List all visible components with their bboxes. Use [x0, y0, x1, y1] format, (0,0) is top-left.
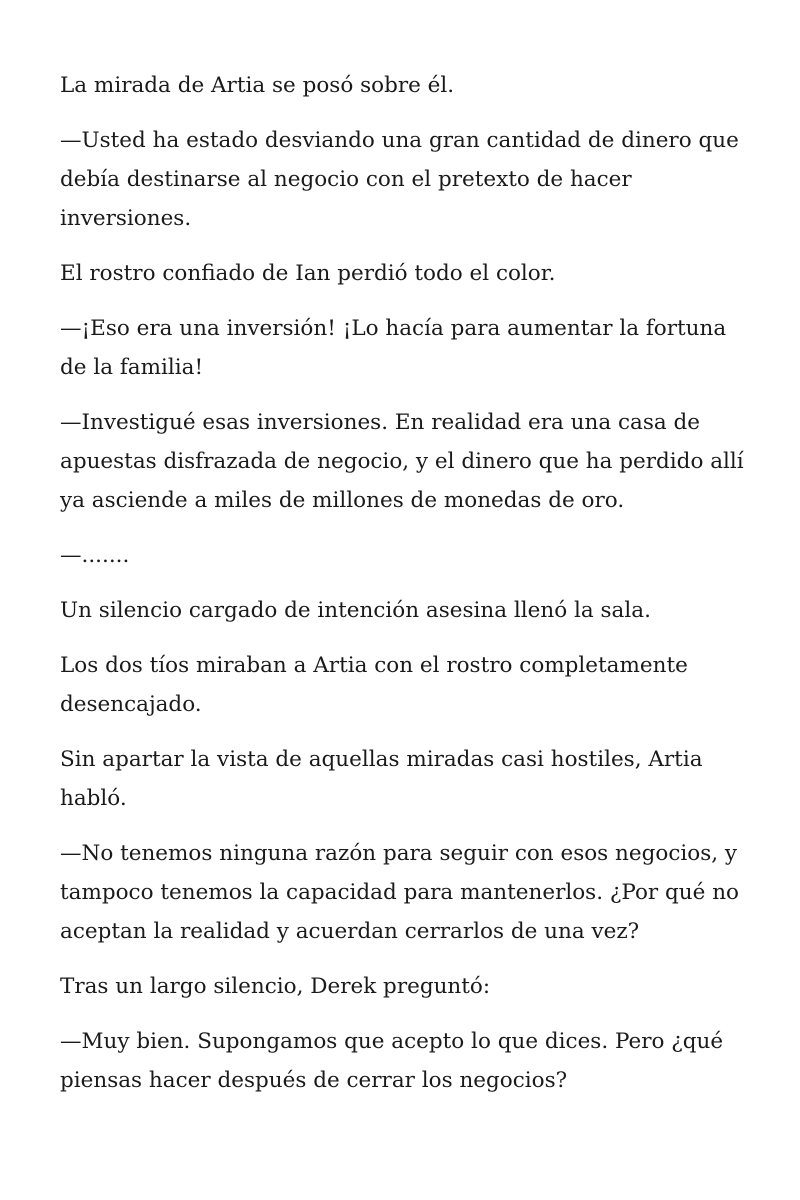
paragraph-9: Sin apartar la vista de aquellas miradas casi hostiles, Artia habló.: [60, 747, 703, 811]
paragraph-4: —¡Eso era una inversión! ¡Lo hacía para aumentar la fortuna de la familia!: [60, 316, 727, 380]
paragraph-12: —Muy bien. Supongamos que acepto lo que dices. Pero ¿qué piensas hacer después de cerrar los negocios?: [60, 1029, 724, 1093]
paragraph-10: —No tenemos ninguna razón para seguir con esos negocios, y tampoco tenemos la capacidad para mantenerlos. ¿Por qué no aceptan la realidad y acuerdan cerrarlos de una vez?: [60, 841, 740, 944]
document-body: [60, 66, 750, 1116]
paragraph-8: Los dos tíos miraban a Artia con el rostro completamente desencajado.: [60, 653, 688, 717]
paragraph-7: Un silencio cargado de intención asesina llenó la sala.: [60, 598, 651, 623]
paragraph-5: —Investigué esas inversiones. En realidad era una casa de apuestas disfrazada de negocio, y el dinero que ha perdido allí ya asciende a miles de millones de monedas de oro.: [60, 410, 744, 513]
paragraph-3: El rostro confiado de Ian perdió todo el color.: [60, 261, 556, 286]
paragraph-11: Tras un largo silencio, Derek preguntó:: [60, 974, 491, 999]
paragraph-2: —Usted ha estado desviando una gran cantidad de dinero que debía destinarse al negocio con el pretexto de hacer inversiones.: [60, 128, 739, 231]
paragraph-6: —.......: [60, 543, 130, 568]
paragraph-1: La mirada de Artia se posó sobre él.: [60, 73, 455, 98]
